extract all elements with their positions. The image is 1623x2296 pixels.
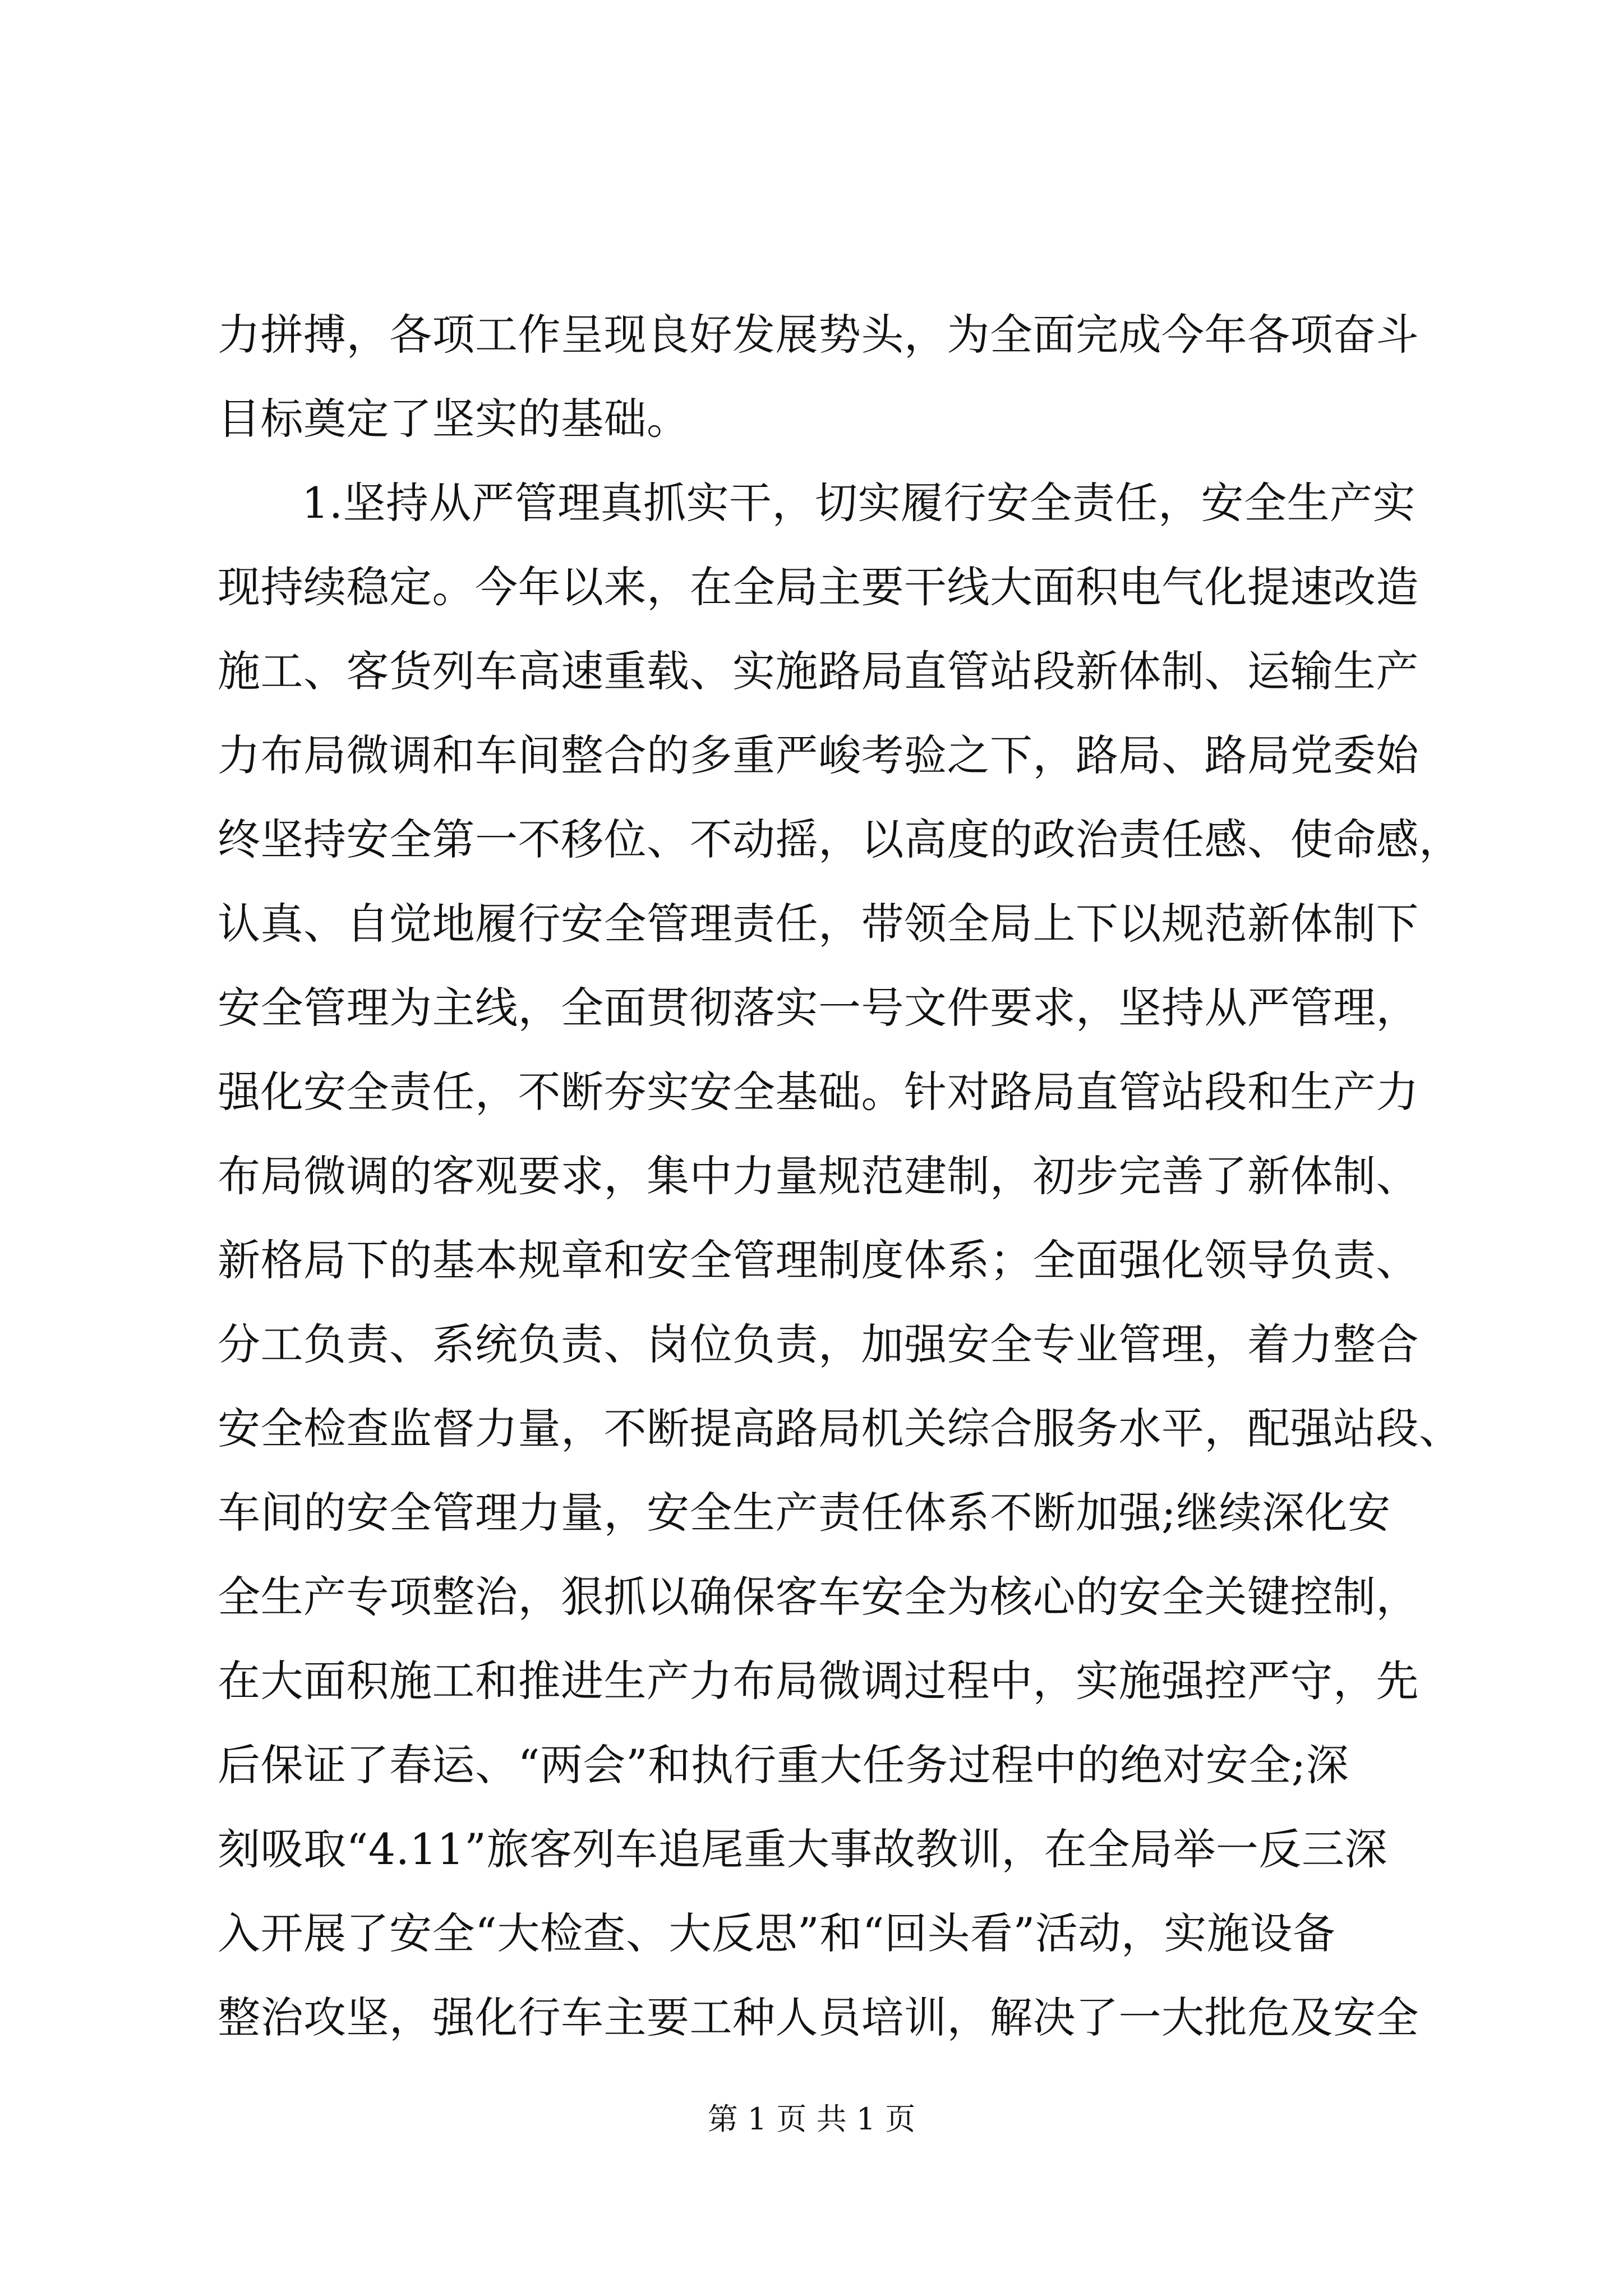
text-line: 后保证了春运、“两会”和执行重大任务过程中的绝对安全;深 <box>218 1740 1349 1790</box>
text-line: 入开展了安全“大检查、大反思”和“回头看”活动，实施设备 <box>218 1908 1336 1958</box>
text-line: 整治攻坚，强化行车主要工种人员培训，解决了一大批危及安全 <box>218 1993 1419 2042</box>
text-line: 全生产专项整治，狠抓以确保客车安全为核心的安全关键控制， <box>218 1572 1419 1622</box>
text-line: 布局微调的客观要求，集中力量规范建制，初步完善了新体制、 <box>218 1151 1419 1201</box>
text-line: 在大面积施工和推进生产力布局微调过程中，实施强控严守，先 <box>218 1656 1419 1706</box>
body-text <box>218 293 1462 2060</box>
text-line: 强化安全责任，不断夯实安全基础。针对路局直管站段和生产力 <box>218 1067 1419 1117</box>
text-line: 认真、自觉地履行安全管理责任，带领全局上下以规范新体制下 <box>218 899 1419 949</box>
paragraph-first-line: 1.坚持从严管理真抓实干，切实履行安全责任，安全生产实 <box>302 478 1416 528</box>
text-line: 力布局微调和车间整合的多重严峻考验之下，路局、路局党委始 <box>218 730 1419 780</box>
text-line: 车间的安全管理力量，安全生产责任体系不断加强;继续深化安 <box>218 1488 1391 1538</box>
text-line: 现持续稳定。今年以来，在全局主要干线大面积电气化提速改造 <box>218 562 1419 612</box>
text-line: 新格局下的基本规章和安全管理制度体系；全面强化领导负责、 <box>218 1235 1419 1285</box>
text-line: 安全管理为主线，全面贯彻落实一号文件要求，坚持从严管理， <box>218 983 1419 1033</box>
text-line: 终坚持安全第一不移位、不动摇，以高度的政治责任感、使命感， <box>218 815 1462 864</box>
text-line: 安全检查监督力量，不断提高路局机关综合服务水平，配强站段、 <box>218 1404 1462 1453</box>
page-number-footer: 第 1 页 共 1 页 <box>707 2101 916 2137</box>
text-line: 分工负责、系统负责、岗位负责，加强安全专业管理，着力整合 <box>218 1319 1419 1369</box>
text-line: 目标奠定了坚实的基础。 <box>218 394 690 444</box>
text-line: 刻吸取“4.11”旅客列车追尾重大事故教训，在全局举一反三深 <box>218 1824 1387 1874</box>
text-line: 施工、客货列车高速重载、实施路局直管站段新体制、运输生产 <box>218 646 1419 696</box>
text-line: 力拼搏，各项工作呈现良好发展势头，为全面完成今年各项奋斗 <box>218 310 1419 360</box>
